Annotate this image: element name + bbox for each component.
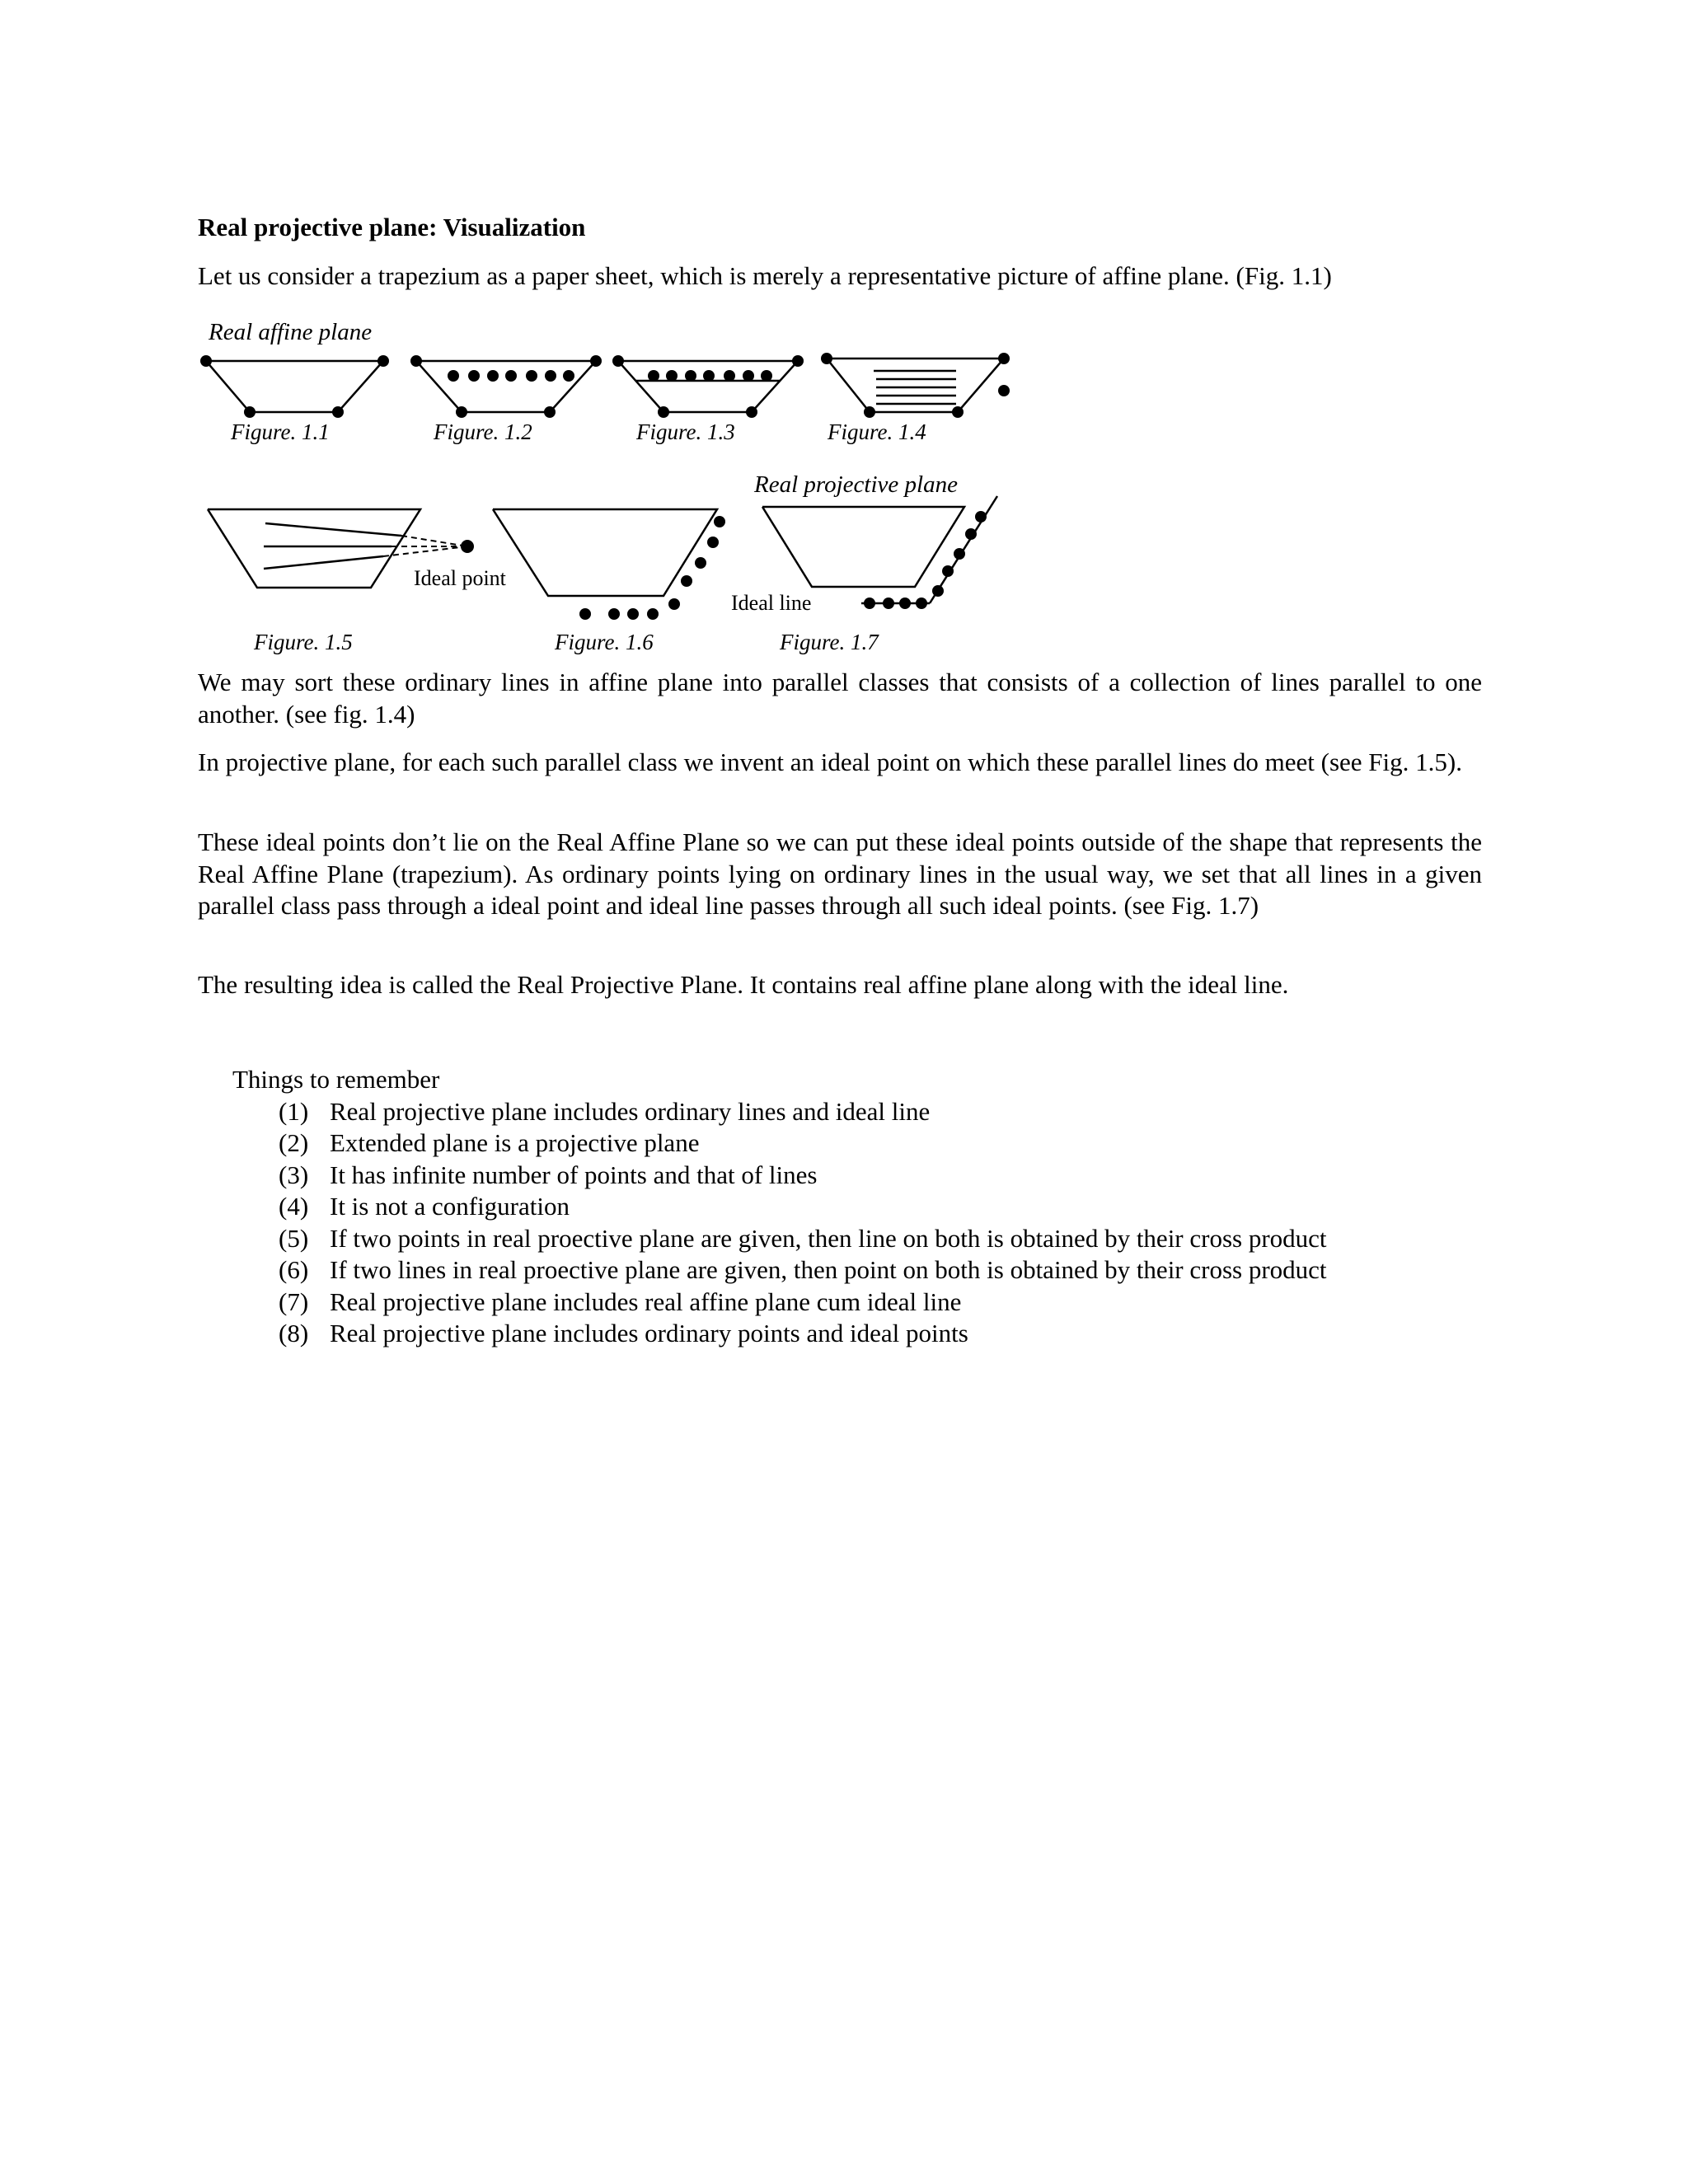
list-item [232, 1223, 1327, 1255]
list-item-number: (2) [279, 1128, 309, 1157]
list-item-text: If two lines in real proective plane are given, then point on both is obtained by their cross product [330, 1255, 1327, 1284]
remember-list [232, 1096, 1327, 1350]
label-ideal-point: Ideal point [414, 566, 506, 590]
paragraph-ideal-point: In projective plane, for each such parallel class we invent an ideal point on which these parallel lines do meet (see Fig. 1.5). [198, 748, 1462, 776]
list-item [232, 1096, 1327, 1128]
list-item [232, 1191, 1327, 1223]
figure-1-1-trapezium [206, 361, 383, 412]
label-ideal-line: Ideal line [731, 591, 812, 615]
figures-panel [0, 0, 1688, 676]
list-item-text: Real projective plane includes ordinary points and ideal points [330, 1319, 968, 1347]
paragraph-conclusion: The resulting idea is called the Real Projective Plane. It contains real affine plane along with the ideal line. [198, 970, 1289, 999]
list-item [232, 1254, 1327, 1286]
intro-paragraph: Let us consider a trapezium as a paper sheet, which is merely a representative picture of affine plane. (Fig. 1.1) [198, 261, 1332, 290]
list-item-text: Real projective plane includes ordinary lines and ideal line [330, 1096, 931, 1126]
caption-figure-1-6: Figure. 1.6 [555, 630, 654, 654]
caption-figure-1-5: Figure. 1.5 [254, 630, 353, 654]
figure-1-2-trapezium [416, 361, 596, 412]
label-real-projective-plane: Real projective plane [754, 471, 958, 498]
caption-figure-1-7: Figure. 1.7 [780, 630, 879, 654]
list-item-text: If two points in real proective plane are given, then line on both is obtained by their cross product [330, 1223, 1327, 1253]
list-item-number: (7) [279, 1286, 309, 1316]
list-item [232, 1318, 1327, 1350]
list-item [232, 1127, 1327, 1160]
list-item [232, 1286, 1327, 1319]
list-item-number: (1) [279, 1096, 309, 1126]
figure-1-3-trapezium [618, 361, 798, 412]
list-item-number: (3) [279, 1160, 309, 1189]
list-item-number: (4) [279, 1192, 309, 1221]
list-item [232, 1160, 1327, 1192]
paragraph-parallel-classes: We may sort these ordinary lines in affine plane into parallel classes that consists of a collection of lines parallel to one another. (see fig. 1.4) [198, 668, 1482, 729]
caption-figure-1-2: Figure. 1.2 [434, 419, 532, 444]
list-item-text: It has infinite number of points and that of lines [330, 1160, 818, 1189]
paragraph-ideal-line: These ideal points don’t lie on the Real Affine Plane so we can put these ideal points outside of the shape that represents the Real Affine Plane (trapezium). As ordinary points lying on ordinary lines in the usual way, we set that all lines in a given parallel class pass through a ideal point and ideal line passes through all such ideal points. (see Fig. 1.7) [198, 827, 1482, 920]
caption-figure-1-3: Figure. 1.3 [636, 419, 735, 444]
list-item-text: Real projective plane includes real affine plane cum ideal line [330, 1286, 962, 1316]
things-to-remember [232, 1064, 1327, 1350]
caption-figure-1-1: Figure. 1.1 [231, 419, 330, 444]
list-item-number: (6) [279, 1255, 309, 1284]
list-item-text: It is not a configuration [330, 1192, 570, 1221]
list-item-number: (5) [279, 1223, 309, 1253]
page-title: Real projective plane: Visualization [198, 213, 586, 241]
figure-1-4-trapezium [827, 359, 1004, 412]
label-real-affine-plane: Real affine plane [209, 319, 373, 345]
remember-heading: Things to remember [232, 1065, 440, 1094]
caption-figure-1-4: Figure. 1.4 [828, 419, 926, 444]
list-item-text: Extended plane is a projective plane [330, 1128, 700, 1157]
list-item-number: (8) [279, 1319, 309, 1347]
